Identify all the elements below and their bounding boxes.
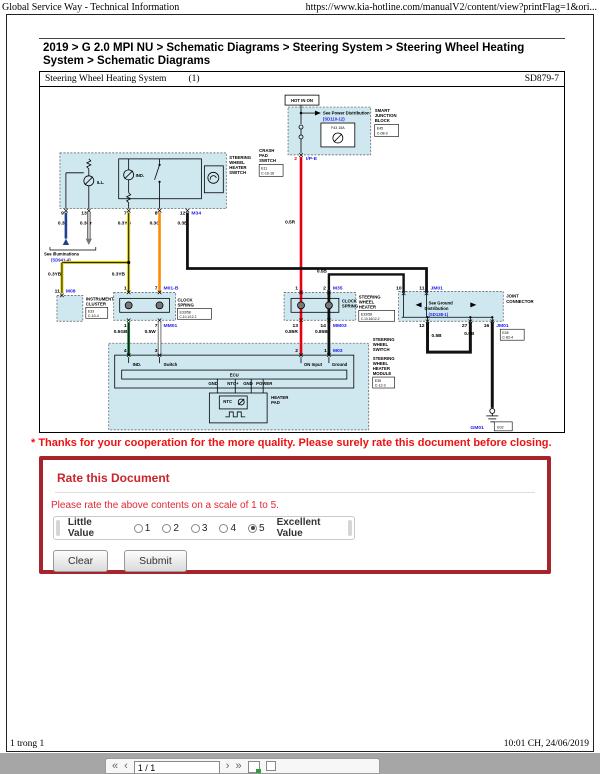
option-label: 2 — [173, 522, 179, 534]
rating-option-5[interactable] — [248, 523, 265, 534]
ecu-label: ECU — [229, 372, 239, 378]
rating-notice: * Thanks for your cooperation for the more quality. Please surely rate this document before closing. — [31, 437, 552, 449]
sd941-ref-link: (SD941-4) — [50, 257, 71, 263]
toolbar-checkbox[interactable] — [266, 761, 276, 771]
wire-black-trunk — [187, 210, 426, 293]
page-count: 1 trong 1 — [10, 739, 45, 749]
connector-m08: M08 — [65, 288, 76, 295]
rating-option-1[interactable] — [134, 523, 151, 534]
crash-pad-connector: E11 — [261, 166, 268, 171]
first-page-button[interactable]: « — [112, 760, 119, 772]
heater-module-name: MODULE — [372, 371, 392, 377]
heater-name: HEATER — [358, 304, 377, 310]
heater-connector: C-10-16/12-2 — [360, 316, 380, 321]
rating-option-4[interactable] — [219, 523, 236, 534]
cluster-connector: C-10-4 — [87, 313, 99, 318]
wire-label: 0.3Gr — [79, 221, 93, 227]
wire-label: 0.3YB — [111, 272, 125, 278]
spring-contact-icon — [125, 302, 132, 309]
wire-label: 0.85R — [285, 330, 298, 336]
schematic-title: Steering Wheel Heating System — [45, 74, 167, 84]
wiring-schematic — [40, 87, 564, 432]
pin-3: 3 — [154, 348, 158, 355]
connector-jm01: JM01 — [430, 285, 443, 292]
pin-12: 12 — [179, 210, 186, 217]
steering-wheel-switch-name: SWITCH — [372, 347, 390, 353]
pin-10: 10 — [396, 285, 402, 292]
clock-spring-left-panel — [114, 292, 176, 320]
ground-connector: E02 — [497, 425, 504, 430]
low-value-label: Little Value — [67, 517, 95, 539]
ecu-ind-label: IND. — [132, 362, 142, 368]
document-page — [6, 14, 594, 752]
instrument-cluster-panel — [57, 295, 83, 321]
clock-spring-name: SPRING — [341, 303, 359, 309]
cluster-name: INSTRUMENT — [85, 296, 114, 302]
high-value-label: Excellent Value — [276, 517, 321, 539]
wire-label: 0.85B — [314, 330, 328, 336]
rating-option-2[interactable] — [162, 523, 179, 534]
app-title: Global Service Way - Technical Information — [2, 2, 180, 13]
rating-scale — [53, 516, 355, 540]
ntc-plus-label: NTC+ — [227, 381, 239, 387]
rating-option-3[interactable] — [191, 523, 208, 534]
ground-icon — [490, 408, 495, 413]
see-illuminations-link: See Illuminations — [43, 251, 80, 257]
pin-1: 1 — [123, 285, 127, 292]
page-url: https://www.kia-hotline.com/manualV2/content/view?printFlag=1&ori... — [305, 2, 597, 13]
print-timestamp: 10:01 CH, 24/06/2019 — [503, 739, 589, 749]
joint-connector-code: E45 — [502, 331, 509, 336]
connector-mm03: MM03 — [332, 323, 347, 330]
ntc-label: NTC — [223, 398, 233, 404]
sjb-pin-2: 2 — [294, 155, 298, 162]
rating-title: Rate this Document — [57, 471, 170, 485]
breadcrumb: 2019 > G 2.0 MPI NU > Schematic Diagrams > Steering System > Steering Wheel Heating System > Schematic Diagrams — [43, 42, 525, 67]
wire-label: 0.5GB — [113, 330, 128, 336]
radio-1[interactable] — [134, 524, 143, 533]
fuse-label: F43 15A — [331, 125, 345, 130]
joint-connector-name: JOINT — [506, 293, 519, 299]
see-ground-link: Distribution — [424, 305, 449, 311]
heater-name: STEERING — [358, 294, 381, 300]
spring-contact-icon — [325, 302, 332, 309]
pin-1: 1 — [324, 348, 327, 355]
wire-label: 0.5W — [144, 330, 156, 336]
wire-label: 0.3O — [149, 221, 160, 227]
crash-pad-switch-name: PAD — [259, 152, 268, 158]
ground-gm01-label: GM01 — [470, 424, 484, 431]
ill-label: ILL. — [96, 179, 105, 185]
radio-4[interactable] — [219, 524, 228, 533]
connector-m35: M35 — [332, 285, 343, 292]
steering-wheel-switch-name: WHEEL — [372, 342, 389, 348]
pin-13: 13 — [81, 210, 87, 217]
open-new-window-icon[interactable] — [248, 761, 260, 773]
clear-button[interactable]: Clear — [53, 550, 108, 572]
prev-page-button[interactable]: ‹ — [124, 760, 128, 772]
arrow-up-icon — [63, 239, 69, 245]
pin-8: 8 — [154, 210, 158, 217]
print-header — [2, 2, 597, 13]
connector-m03: M03 — [332, 348, 343, 355]
schematic-diagram — [39, 71, 565, 433]
power-label: POWER — [256, 381, 273, 387]
sjb-name: JUNCTION — [374, 113, 397, 119]
clock-spring-name: CLOCK — [177, 297, 193, 303]
connector-mm01: MM01 — [163, 323, 178, 330]
heater-switch-name: HEATER — [229, 164, 247, 170]
pin-13: 13 — [292, 323, 299, 330]
pin-1: 1 — [123, 323, 127, 330]
submit-button[interactable]: Submit — [124, 550, 187, 572]
cluster-connector: E33 — [87, 309, 95, 314]
gnd-label: GND — [243, 381, 253, 387]
spring-contact-icon — [156, 302, 163, 309]
heater-switch-name: SWITCH — [229, 169, 247, 175]
sjb-harness-label: I/P-E — [305, 155, 318, 162]
wire-label: 0.3L — [57, 221, 68, 227]
heater-module-name: STEERING — [372, 356, 395, 362]
option-label: 3 — [201, 522, 208, 534]
pin-4: 4 — [123, 348, 127, 355]
pin-16: 16 — [483, 323, 490, 330]
connector-m01b: M01-B — [163, 285, 179, 292]
heater-name: WHEEL — [358, 299, 375, 305]
heater-module-name: HEATER — [372, 366, 390, 372]
heater-pad-name: HEATER — [271, 394, 289, 400]
clock-spring-connector: E33/58 — [179, 310, 191, 315]
see-power-distribution-link: See Power Distribution — [322, 110, 370, 116]
heater-switch-name: WHEEL — [229, 159, 245, 165]
hot-in-on-label: HOT IN ON — [290, 98, 314, 104]
wire-label: 0.3YB — [47, 272, 62, 278]
sjb-name: SMART — [374, 108, 390, 114]
connector-m34: M34 — [191, 210, 202, 217]
radio-2[interactable] — [162, 524, 171, 533]
rating-divider — [55, 492, 535, 493]
module-connector: C-12-3 — [374, 383, 386, 388]
clock-spring-name: CLOCK — [341, 298, 358, 304]
wire-label: 0.5R — [285, 220, 296, 226]
pin-1: 1 — [295, 285, 299, 292]
module-connector: E35 — [374, 379, 382, 384]
heater-module-name: WHEEL — [372, 361, 389, 367]
rating-instruction: Please rate the above contents on a scale of 1 to 5. — [51, 500, 279, 511]
gnd-label: GND — [208, 381, 218, 387]
option-label: 5 — [259, 522, 265, 534]
sd110-ref-link: (SD110-12) — [322, 116, 345, 122]
pin-2: 2 — [323, 285, 326, 292]
scale-left-cap — [56, 520, 60, 536]
pager-toolbar — [105, 758, 380, 774]
joint-connector-panel — [399, 291, 504, 321]
heater-connector: E33/58 — [360, 312, 373, 317]
schematic-sheet-index: (1) — [188, 74, 200, 84]
next-page-button[interactable]: › — [225, 760, 230, 772]
sjb-connector: C-08-3 — [376, 131, 388, 136]
crash-pad-connector: C-10-16 — [261, 171, 275, 176]
window-bottom-strip — [0, 753, 600, 774]
pin-7: 7 — [154, 323, 158, 330]
see-ground-link: See Ground — [428, 300, 453, 306]
wire-label: 0.5B — [431, 334, 442, 340]
scale-right-cap — [348, 520, 352, 536]
heater-switch-name: STEERING — [229, 154, 252, 160]
pin-27: 27 — [461, 323, 468, 330]
radio-3[interactable] — [191, 524, 200, 533]
last-page-button[interactable]: » — [235, 760, 242, 772]
connector-jm01: JM01 — [496, 323, 509, 330]
schematic-title-bar — [40, 72, 564, 87]
wire-label: 0.3B — [177, 221, 188, 227]
wire-label: 0.5B — [464, 332, 475, 338]
arrow-down-icon — [86, 239, 92, 245]
ind-label: IND. — [135, 172, 145, 178]
pin-9: 9 — [61, 210, 64, 217]
brace-glyph — [50, 247, 96, 250]
pin-7: 7 — [123, 210, 127, 217]
option-label: 4 — [230, 522, 236, 534]
pin-2: 2 — [295, 348, 299, 355]
sjb-connector: E45 — [376, 126, 384, 131]
sd138-ref-link: (SD138-1) — [428, 311, 449, 317]
spring-contact-icon — [298, 302, 305, 309]
pin-12: 12 — [419, 323, 425, 330]
rating-panel — [39, 456, 551, 574]
ecu-on-input-label: ON Input — [303, 362, 323, 368]
crash-pad-switch-name: SWITCH — [259, 157, 276, 163]
illumination-reference — [44, 239, 96, 263]
sjb-name: BLOCK — [374, 118, 390, 124]
cluster-name: CLUSTER — [85, 301, 106, 307]
joint-connector-code: C-82-4 — [502, 335, 514, 340]
option-label: 1 — [144, 522, 151, 534]
ground-point — [470, 408, 512, 430]
crash-pad-switch-name: CRASH — [259, 147, 275, 153]
rating-buttons — [53, 550, 547, 572]
pin-7: 7 — [154, 285, 158, 292]
heater-pad-name: PAD — [271, 399, 280, 405]
radio-5-selected[interactable] — [248, 524, 257, 533]
pin-11: 11 — [54, 288, 60, 295]
wire-label: 0.5B — [316, 269, 327, 275]
steering-wheel-switch-name: STEERING — [372, 337, 395, 343]
ecu-switch-label: Switch — [163, 362, 178, 368]
pin-11: 11 — [419, 285, 425, 292]
clock-spring-name: SPRING — [177, 302, 194, 308]
page-input[interactable] — [134, 761, 220, 774]
header-divider — [39, 38, 565, 39]
ecu-ground-label: Ground — [331, 362, 348, 368]
joint-connector-name: CONNECTOR — [506, 298, 534, 304]
wire-label: 0.3YB — [117, 221, 131, 227]
clock-spring-connector: C-10-1/12-2 — [179, 314, 197, 319]
pin-14: 14 — [320, 323, 326, 330]
schematic-code: SD879-7 — [524, 74, 559, 84]
